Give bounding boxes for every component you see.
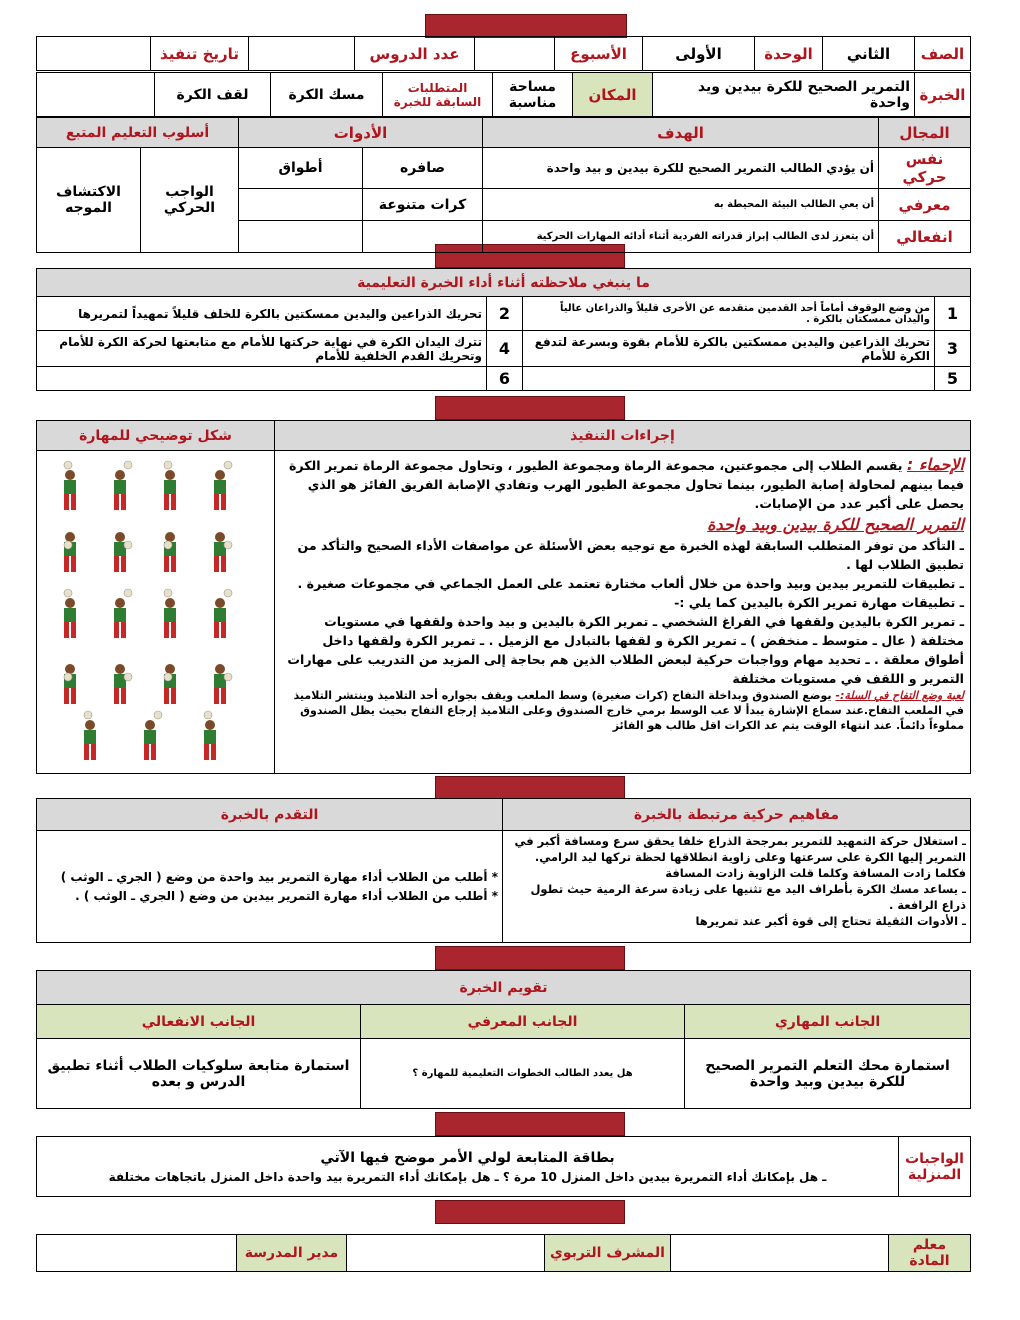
observation-number: 3 xyxy=(935,331,971,367)
goal-psychomotor: أن يؤدي الطالب التمرير الصحيح للكرة بيدين و بيد واحدة xyxy=(483,148,879,189)
prereq-label: المتطلبات السابقة للخبرة xyxy=(383,73,493,117)
observation-number: 1 xyxy=(935,297,971,331)
observation-text xyxy=(37,367,487,391)
unit-value: الأولى xyxy=(643,37,755,71)
warmup-text: يقسم الطلاب إلى مجموعتين، مجموعة الرماة ومجموعة الطيور ، وتحاول مجموعة الرماة تمرير الكرة فيما بينهم لمحاولة إصابة الطيور، بينما تحاول مجموعة الطيور الهرب وتفادي الإصابة الفريق الفائز هو الذي يحصل على أكبر عدد من الإصابات. xyxy=(288,458,964,511)
empty-cell xyxy=(239,221,363,253)
week-label: الأسبوع xyxy=(555,37,643,71)
place-value: مساحة مناسبة xyxy=(493,73,573,117)
divider-bar xyxy=(435,396,625,420)
divider-bar xyxy=(435,946,625,970)
teacher-label: معلم المادة xyxy=(889,1235,971,1272)
divider-bar xyxy=(425,14,627,38)
homework-title: بطاقة المتابعة لولي الأمر موضح فيها الآتي xyxy=(320,1149,615,1166)
goal-cognitive: أن يعي الطالب البيئة المحيطة به xyxy=(483,189,879,221)
concepts-title: مفاهيم حركية مرتبطة بالخبرة xyxy=(503,799,971,831)
signatures-table xyxy=(36,1234,971,1272)
experience-value: التمرير الصحيح للكرة بيدين ويد واحدة xyxy=(653,73,915,117)
principal-signature xyxy=(37,1235,237,1272)
homework-table xyxy=(36,1136,971,1197)
principal-label: مدير المدرسة xyxy=(237,1235,347,1272)
cognitive-aspect-label: الجانب المعرفي xyxy=(361,1005,685,1039)
divider-bar xyxy=(435,1112,625,1136)
concept-line: ـ استغلال حركة التمهيد للتمرير بمرجحة الذراع خلفا يحقق سرع ومسافة أكبر في التمرير إليها الكرة على سرعتها وعلى زاوية انطلاقها لحظة تركها ليد الرامي. فكلما زادت المسافة وكلما قلت الزاوية زادت المسافة xyxy=(514,834,966,880)
progress-title: التقدم بالخبرة xyxy=(37,799,503,831)
domain-cognitive: معرفي xyxy=(879,189,971,221)
concepts-table xyxy=(36,798,971,943)
concept-line: ـ الأدوات الثقيلة تحتاج إلى قوة أكبر عند تمريرها xyxy=(695,914,966,928)
observation-text: من وضع الوقوف أماماً أحد القدمين متقدمه عن الأخرى قليلاً والذراعان عالياً واليدان ممسكتان بالكرة . xyxy=(523,297,935,331)
warmup-label: الإحماء : xyxy=(906,455,964,474)
domain-psychomotor: نفس حركي xyxy=(879,148,971,189)
skill-title: التمرير الصحيح للكرة بيدين وبيد واحدة xyxy=(707,515,964,534)
observation-text: تحريك الذراعين واليدين ممسكتين بالكرة للأمام بقوة وبسرعة لتدفع الكرة للأمام xyxy=(523,331,935,367)
observation-text: تحريك الذراعين واليدين ممسكتين بالكرة للخلف قليلاً تمهيداً لتمريرها xyxy=(37,297,487,331)
progress-line: * أطلب من الطلاب أداء مهارة التمرير بيد واحدة من وضع ( الجري ـ الوثب ) xyxy=(60,869,498,884)
place-label: المكان xyxy=(573,73,653,117)
observation-number: 5 xyxy=(935,367,971,391)
method-item: الاكتشاف الموجه xyxy=(37,148,141,253)
method-header: أسلوب التعليم المتبع xyxy=(37,118,239,148)
concept-line: ـ يساعد مسك الكرة بأطراف اليد مع تثنيها على زيادة سرعة الرمية حيث تطول ذراع الرافعة . xyxy=(530,882,966,912)
empty-cell xyxy=(37,73,155,117)
figure-title: شكل توضيحي للمهارة xyxy=(37,421,275,451)
grade-label: الصف xyxy=(915,37,971,71)
divider-bar xyxy=(435,776,625,800)
teacher-signature xyxy=(671,1235,889,1272)
game-title: لعبة وضع التفاح في السلة:- xyxy=(835,689,964,702)
concepts-body xyxy=(503,831,971,943)
progress-line: * أطلب من الطلاب أداء مهارة التمرير بيدين من وضع ( الجري ـ الوثب ) . xyxy=(75,888,498,903)
lessons-label: عدد الدروس xyxy=(355,37,475,71)
skill-aspect-text: استمارة محك التعلم التمرير الصحيح للكرة بيدين وبيد واحدة xyxy=(685,1039,971,1109)
supervisor-label: المشرف التربوي xyxy=(545,1235,671,1272)
observations-table xyxy=(36,268,971,391)
skill-illustration xyxy=(40,451,272,769)
observation-text xyxy=(523,367,935,391)
exec-date-label: تاريخ تنفيذ xyxy=(151,37,249,71)
empty-cell xyxy=(363,221,483,253)
unit-label: الوحدة xyxy=(755,37,823,71)
procedures-table xyxy=(36,420,971,774)
homework-text: ـ هل بإمكانك أداء التمريرة بيدين داخل المنزل 10 مرة ؟ ـ هل بإمكانك أداء التمريرة بيد واحدة داخل المنزل باتجاهات مختلفة xyxy=(108,1169,827,1184)
homework-body xyxy=(37,1137,899,1197)
divider-bar xyxy=(435,1200,625,1224)
procedures-title: إجراءات التنفيذ xyxy=(275,421,971,451)
observation-text: تترك اليدان الكرة في نهاية حركتها للأمام مع متابعتها لحركة الكرة للأمام وتحريك القدم الخلفية للأمام xyxy=(37,331,487,367)
procedures-body xyxy=(275,451,971,774)
affective-aspect-label: الجانب الانفعالي xyxy=(37,1005,361,1039)
observation-number: 2 xyxy=(487,297,523,331)
method-item: الواجب الحركي xyxy=(141,148,239,253)
progress-body xyxy=(37,831,503,943)
objectives-table xyxy=(36,117,971,253)
goal-affective: أن يتعزز لدى الطالب إبراز قدراته الفردية أثناء أدائه المهارات الحركية xyxy=(483,221,879,253)
affective-aspect-text: استمارة متابعة سلوكيات الطلاب أثناء تطبيق الدرس و بعده xyxy=(37,1039,361,1109)
prereq-item: لقف الكرة xyxy=(155,73,271,117)
prereq-item: مسك الكرة xyxy=(271,73,383,117)
lessons-value xyxy=(249,37,355,71)
observations-title: ما ينبغي ملاحظته أثناء أداء الخبرة التعليمية xyxy=(37,269,971,297)
exec-date-value xyxy=(37,37,151,71)
procedure-line: ـ التأكد من توفر المتطلب السابقة لهذه الخبرة مع توجيه بعض الأسئلة عن مواصفات الأداء الصحيح والتأكد من تطبيق الطلاب لها . xyxy=(297,538,964,572)
week-value xyxy=(475,37,555,71)
tools-header: الأدوات xyxy=(239,118,483,148)
evaluation-table xyxy=(36,970,971,1109)
observation-number: 6 xyxy=(487,367,523,391)
goal-header: الهدف xyxy=(483,118,879,148)
homework-label: الواجبات المنزلية xyxy=(899,1137,971,1197)
cognitive-aspect-text: هل يعدد الطالب الخطوات التعليمية للمهارة ؟ xyxy=(361,1039,685,1109)
domain-affective: انفعالي xyxy=(879,221,971,253)
experience-table xyxy=(36,72,971,117)
procedure-line: ـ تطبيقات مهارة تمرير الكرة باليدين كما يلي :- xyxy=(674,595,964,610)
tool-item: صافره xyxy=(363,148,483,189)
experience-label: الخبرة xyxy=(915,73,971,117)
supervisor-signature xyxy=(347,1235,545,1272)
observation-number: 4 xyxy=(487,331,523,367)
procedure-line: ـ تمرير الكرة باليدين ولقفها في الفراغ الشخصي ـ تمرير الكرة باليدين و بيد واحدة ولقفها في مستويات مختلفة ( عال ـ متوسط ـ منخفض ) ـ تمرير الكرة و لقفها بالتبادل مع الزميل . ـ تمرير الكرة ولقفها داخل أطواق معلقة . ـ تحديد مهام وواجبات حركية لبعض الطلاب الذين هم بحاجة إلى المزيد من التدريب على مهارات التمرير و اللقف في مستويات مختلفة xyxy=(287,614,964,686)
tool-item: كرات متنوعة xyxy=(363,189,483,221)
figure-cell xyxy=(37,451,275,774)
header-table xyxy=(36,36,971,71)
empty-cell xyxy=(239,189,363,221)
grade-value: الثاني xyxy=(823,37,915,71)
evaluation-title: تقويم الخبرة xyxy=(37,971,971,1005)
procedure-line: ـ تطبيقات للتمرير بيدين وبيد واحدة من خلال ألعاب مختارة تعتمد على العمل الجماعي في مجموعات صغيرة . xyxy=(297,576,964,591)
tool-item: أطواق xyxy=(239,148,363,189)
domain-header: المجال xyxy=(879,118,971,148)
game-text: يوضع الصندوق وبداخلة التفاح (كرات صغيرة) وسط الملعب ويقف بجواره أحد التلاميذ وينتشر التلاميذ في الملعب التفاح.عند سماع الإشارة يبدأ لا عب الوسط برمي خارج الصندوق وعلى التلاميذ إرجاع التفاح بحيث يظل الصندوق مملوءاً دائماً. عند انتهاء الوقت يتم عد الكرات اقل طالب هو الفائز xyxy=(293,689,964,732)
skill-aspect-label: الجانب المهاري xyxy=(685,1005,971,1039)
